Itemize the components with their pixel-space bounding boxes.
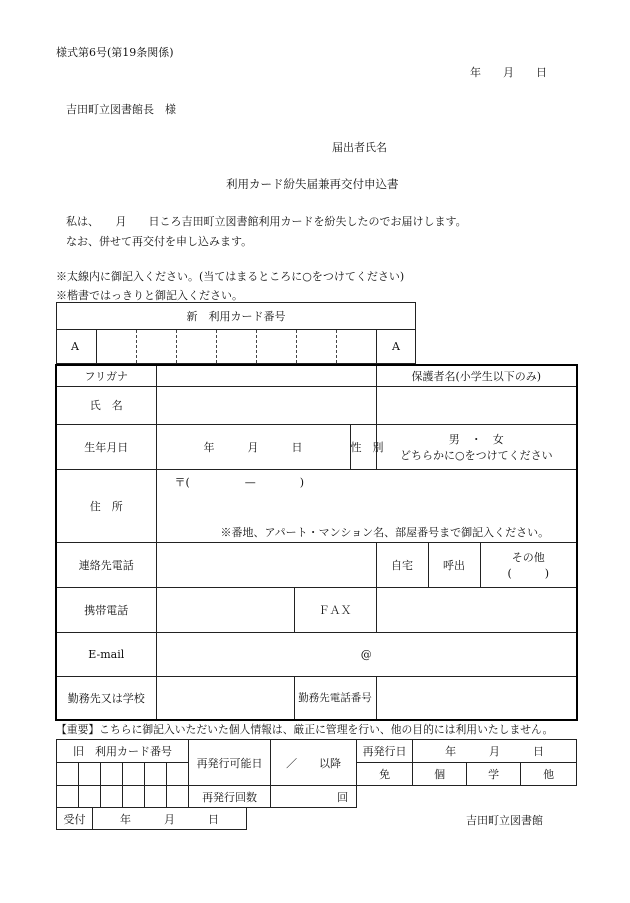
- reception-table: [56, 807, 247, 830]
- work-phone-input[interactable]: [376, 676, 577, 720]
- new-card-table: [56, 302, 416, 364]
- birthdate-label: 生年月日: [56, 424, 156, 469]
- reception-date[interactable]: 年 月 日: [93, 808, 247, 830]
- exempt-option[interactable]: 免: [357, 763, 413, 786]
- new-card-prefix: A: [57, 330, 97, 364]
- staff-use-table: [56, 739, 577, 808]
- new-card-digit[interactable]: [217, 330, 257, 364]
- workplace-label: 勤務先又は学校: [56, 676, 156, 720]
- applicant-label: 届出者氏名: [332, 141, 387, 154]
- body-line-2: なお、併せて再交付を申し込みます。: [66, 235, 253, 248]
- furigana-label: フリガナ: [56, 365, 156, 386]
- old-card-digit[interactable]: [167, 763, 189, 786]
- old-card-digit[interactable]: [145, 763, 167, 786]
- work-phone-label: 勤務先電話番号: [294, 676, 376, 720]
- application-form-table: [55, 364, 578, 721]
- fax-input[interactable]: [376, 587, 577, 632]
- sex-note: どちらかに○をつけてください: [399, 448, 553, 462]
- other-option[interactable]: [480, 542, 577, 587]
- old-card-digit[interactable]: [167, 786, 189, 808]
- old-card-digit[interactable]: [79, 763, 101, 786]
- old-card-digit[interactable]: [145, 786, 167, 808]
- old-card-label: 旧 利用カード番号: [57, 740, 189, 763]
- address-note: ※番地、アパート・マンション名、部屋番号まで御記入ください。: [220, 525, 550, 539]
- reception-label: 受付: [57, 808, 93, 830]
- name-input[interactable]: [156, 386, 376, 424]
- date-line: 年 月 日: [470, 66, 547, 79]
- new-card-digit[interactable]: [337, 330, 377, 364]
- other-label: その他: [511, 550, 545, 564]
- individual-option[interactable]: 個: [413, 763, 467, 786]
- note-1: ※太線内に御記入ください。(当てはまるところに○をつけてください): [56, 270, 405, 283]
- reissue-day-input[interactable]: 年 月 日: [413, 740, 577, 763]
- email-label: E-mail: [56, 632, 156, 676]
- workplace-input[interactable]: [156, 676, 294, 720]
- other-option[interactable]: 他: [521, 763, 577, 786]
- contact-phone-label: 連絡先電話: [56, 542, 156, 587]
- guardian-input[interactable]: [376, 386, 577, 424]
- home-option[interactable]: 自宅: [376, 542, 428, 587]
- form-number: 様式第6号(第19条関係): [56, 46, 174, 59]
- contact-phone-input[interactable]: [156, 542, 376, 587]
- guardian-label: 保護者名(小学生以下のみ): [376, 365, 577, 386]
- privacy-notice: 【重要】こちらに御記入いただいた個人情報は、厳正に管理を行い、他の目的には利用いたしません。: [56, 723, 554, 736]
- birthdate-input[interactable]: 年 月 日: [156, 424, 350, 469]
- old-card-digit[interactable]: [101, 786, 123, 808]
- call-option[interactable]: 呼出: [428, 542, 480, 587]
- sex-label-text: 性 別: [350, 440, 384, 454]
- other-paren[interactable]: ( ): [507, 566, 550, 580]
- old-card-digit[interactable]: [57, 763, 79, 786]
- old-card-digit[interactable]: [79, 786, 101, 808]
- addressee: 吉田町立図書館長 様: [66, 103, 176, 116]
- new-card-digit[interactable]: [257, 330, 297, 364]
- furigana-input[interactable]: [156, 365, 376, 386]
- new-card-digit[interactable]: [97, 330, 137, 364]
- body-line-1: 私は、 月 日ころ吉田町立図書館利用カードを紛失したのでお届けします。: [66, 215, 467, 228]
- name-label: 氏 名: [56, 386, 156, 424]
- library-name: 吉田町立図書館: [466, 814, 543, 827]
- fax-label: ＦＡＸ: [294, 587, 376, 632]
- blank-cell: [357, 786, 577, 808]
- new-card-suffix: A: [377, 330, 416, 364]
- mobile-input[interactable]: [156, 587, 294, 632]
- postal-code[interactable]: 〒( — ): [174, 475, 305, 489]
- old-card-digit[interactable]: [101, 763, 123, 786]
- reissue-count-input[interactable]: 回: [271, 786, 357, 808]
- new-card-digit[interactable]: [177, 330, 217, 364]
- reissue-day-label: 再発行日: [357, 740, 413, 763]
- reissue-possible-input[interactable]: ／ 以降: [271, 740, 357, 786]
- old-card-digit[interactable]: [57, 786, 79, 808]
- old-card-digit[interactable]: [123, 786, 145, 808]
- form-title: 利用カード紛失届兼再交付申込書: [226, 177, 399, 191]
- mobile-label: 携帯電話: [56, 587, 156, 632]
- note-2: ※楷書ではっきりと御記入ください。: [56, 289, 243, 302]
- new-card-header: 新 利用カード番号: [57, 303, 416, 330]
- new-card-digit[interactable]: [297, 330, 337, 364]
- reissue-count-label: 再発行回数: [189, 786, 271, 808]
- email-input[interactable]: @: [156, 632, 577, 676]
- sex-options[interactable]: 男 ・ 女: [448, 432, 504, 446]
- sex-label: [350, 424, 384, 469]
- address-label: 住 所: [56, 469, 156, 542]
- sex-select[interactable]: [376, 424, 577, 469]
- new-card-digit[interactable]: [137, 330, 177, 364]
- school-option[interactable]: 学: [467, 763, 521, 786]
- old-card-digit[interactable]: [123, 763, 145, 786]
- reissue-possible-label: 再発行可能日: [189, 740, 271, 786]
- address-input[interactable]: [156, 469, 577, 542]
